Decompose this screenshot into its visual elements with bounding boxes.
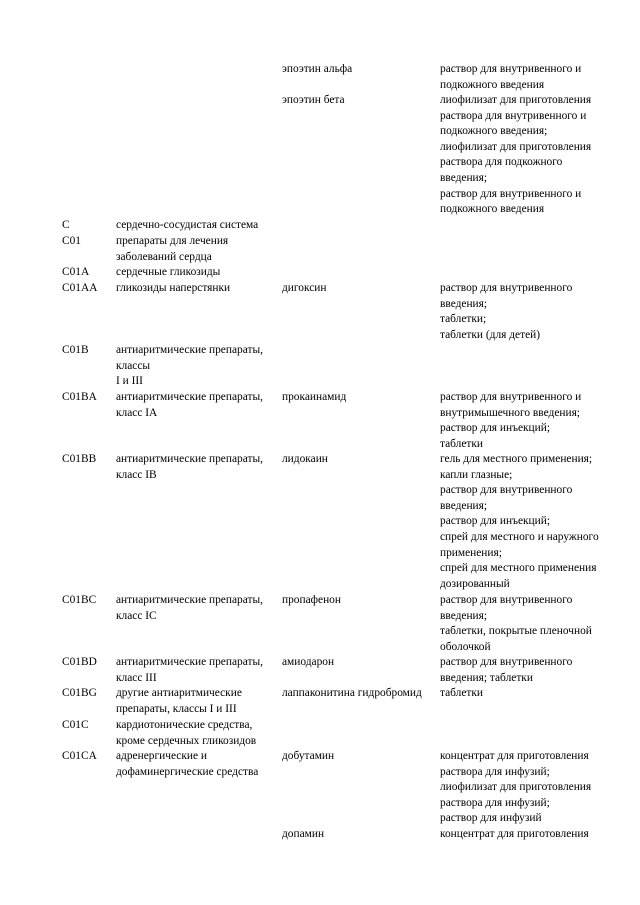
dosage-forms: раствор для внутривенного и внутримышечного введения; раствор для инъекций; таблетки [440,391,582,450]
dosage-forms: концентрат для приготовления раствора для инфузий; лиофилизат для приготовления раствора для инфузий; раствор для инфузий [440,750,592,825]
atc-code: C01CA [62,750,97,762]
dosage-forms: таблетки [440,687,484,699]
drug-name: эпоэтин альфа [282,63,353,75]
drug-name: пропафенон [282,594,341,606]
atc-code: C [62,219,70,231]
atc-code: C01AA [62,282,98,294]
group-name: гликозиды наперстянки [116,282,231,294]
drug-name: эпоэтин бета [282,94,345,106]
dosage-forms: раствор для внутривенного введения; таблетки, покрытые пленочной оболочкой [440,594,592,653]
group-name: антиаритмические препараты, класс IA [116,391,263,419]
atc-code: C01 [62,235,81,247]
dosage-forms: концентрат для приготовления [440,828,589,840]
group-name: антиаритмические препараты, класс III [116,656,263,684]
atc-code: C01BD [62,656,97,668]
atc-code: C01C [62,719,89,731]
atc-code: C01BG [62,687,97,699]
dosage-forms: раствор для внутривенного введения; таблетки; таблетки (для детей) [440,282,573,341]
group-name: антиаритмические препараты, классы I и III [116,344,263,388]
dosage-forms: гель для местного применения; капли глазные; раствор для внутривенного введения; раствор для инъекций; спрей для местного и наружного применения; спрей для местного применения дозированный [440,453,599,590]
drug-name: добутамин [282,750,335,762]
dosage-forms: раствор для внутривенного введения; таблетки [440,656,573,684]
atc-code: C01B [62,344,89,356]
group-name: препараты для лечения заболеваний сердца [116,235,229,263]
dosage-forms: лиофилизат для приготовления раствора для внутривенного и подкожного введения; лиофилизат для приготовления раствора для подкожного введения; раствор для внутривенного и подкожного введения [440,94,592,216]
dosage-forms: раствор для внутривенного и подкожного введения [440,63,582,91]
drug-name: лидокаин [282,453,328,465]
group-name: антиаритмические препараты, класс IC [116,594,263,622]
drug-name: прокаинамид [282,391,347,403]
atc-code: C01BC [62,594,97,606]
group-name: кардиотонические средства, кроме сердечных гликозидов [116,719,257,747]
atc-code: C01BB [62,453,97,465]
group-name: другие антиаритмические препараты, классы I и III [116,687,242,715]
drug-name: лаппаконитина гидробромид [282,687,422,699]
group-name: сердечные гликозиды [116,266,221,278]
drug-name: дигоксин [282,282,327,294]
drug-name: допамин [282,828,325,840]
atc-code: C01A [62,266,90,278]
atc-code: C01BA [62,391,97,403]
drug-name: амиодарон [282,656,335,668]
group-name: сердечно-сосудистая система [116,219,259,231]
group-name: антиаритмические препараты, класс IB [116,453,263,481]
group-name: адренергические и дофаминергические средства [116,750,259,778]
